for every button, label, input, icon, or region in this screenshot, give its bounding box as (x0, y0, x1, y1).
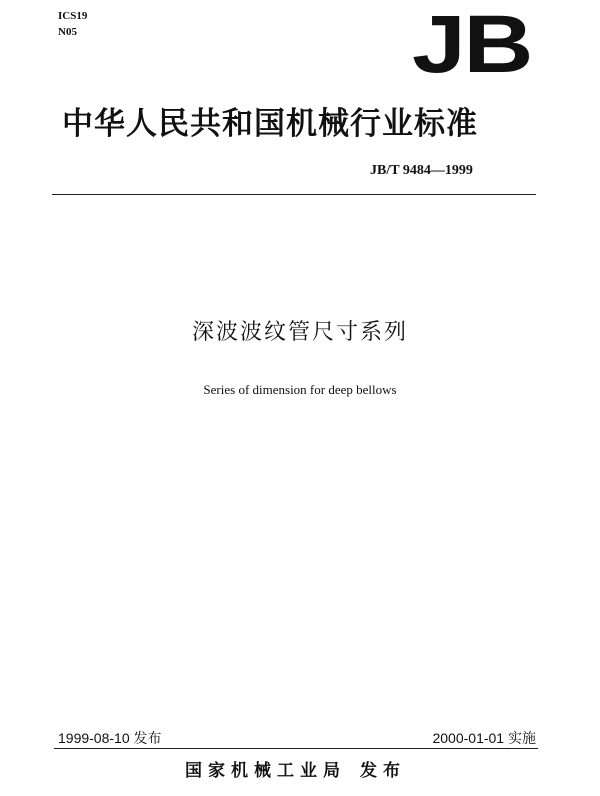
standard-number: JB/T 9484—1999 (370, 163, 473, 178)
standard-category-title: 中华人民共和国机械行业标准 (62, 106, 478, 142)
classification-codes (58, 8, 87, 40)
document-title-chinese: 深波波纹管尺寸系列 (191, 320, 408, 345)
top-divider (52, 194, 536, 195)
ccs-code: N05 (58, 26, 77, 38)
implementation-date: 2000-01-01 实施 (432, 730, 536, 746)
publisher-line (185, 760, 406, 782)
ics-code: ICS19 (58, 10, 88, 22)
bottom-divider (54, 748, 538, 749)
document-title-english: Series of dimension for deep bellows (203, 382, 397, 397)
publisher-name: 国家机械工业局 (185, 761, 346, 781)
publish-action: 发布 (360, 761, 406, 781)
issue-date: 1999-08-10 发布 (58, 730, 162, 746)
jb-logo: JB (412, 0, 531, 90)
